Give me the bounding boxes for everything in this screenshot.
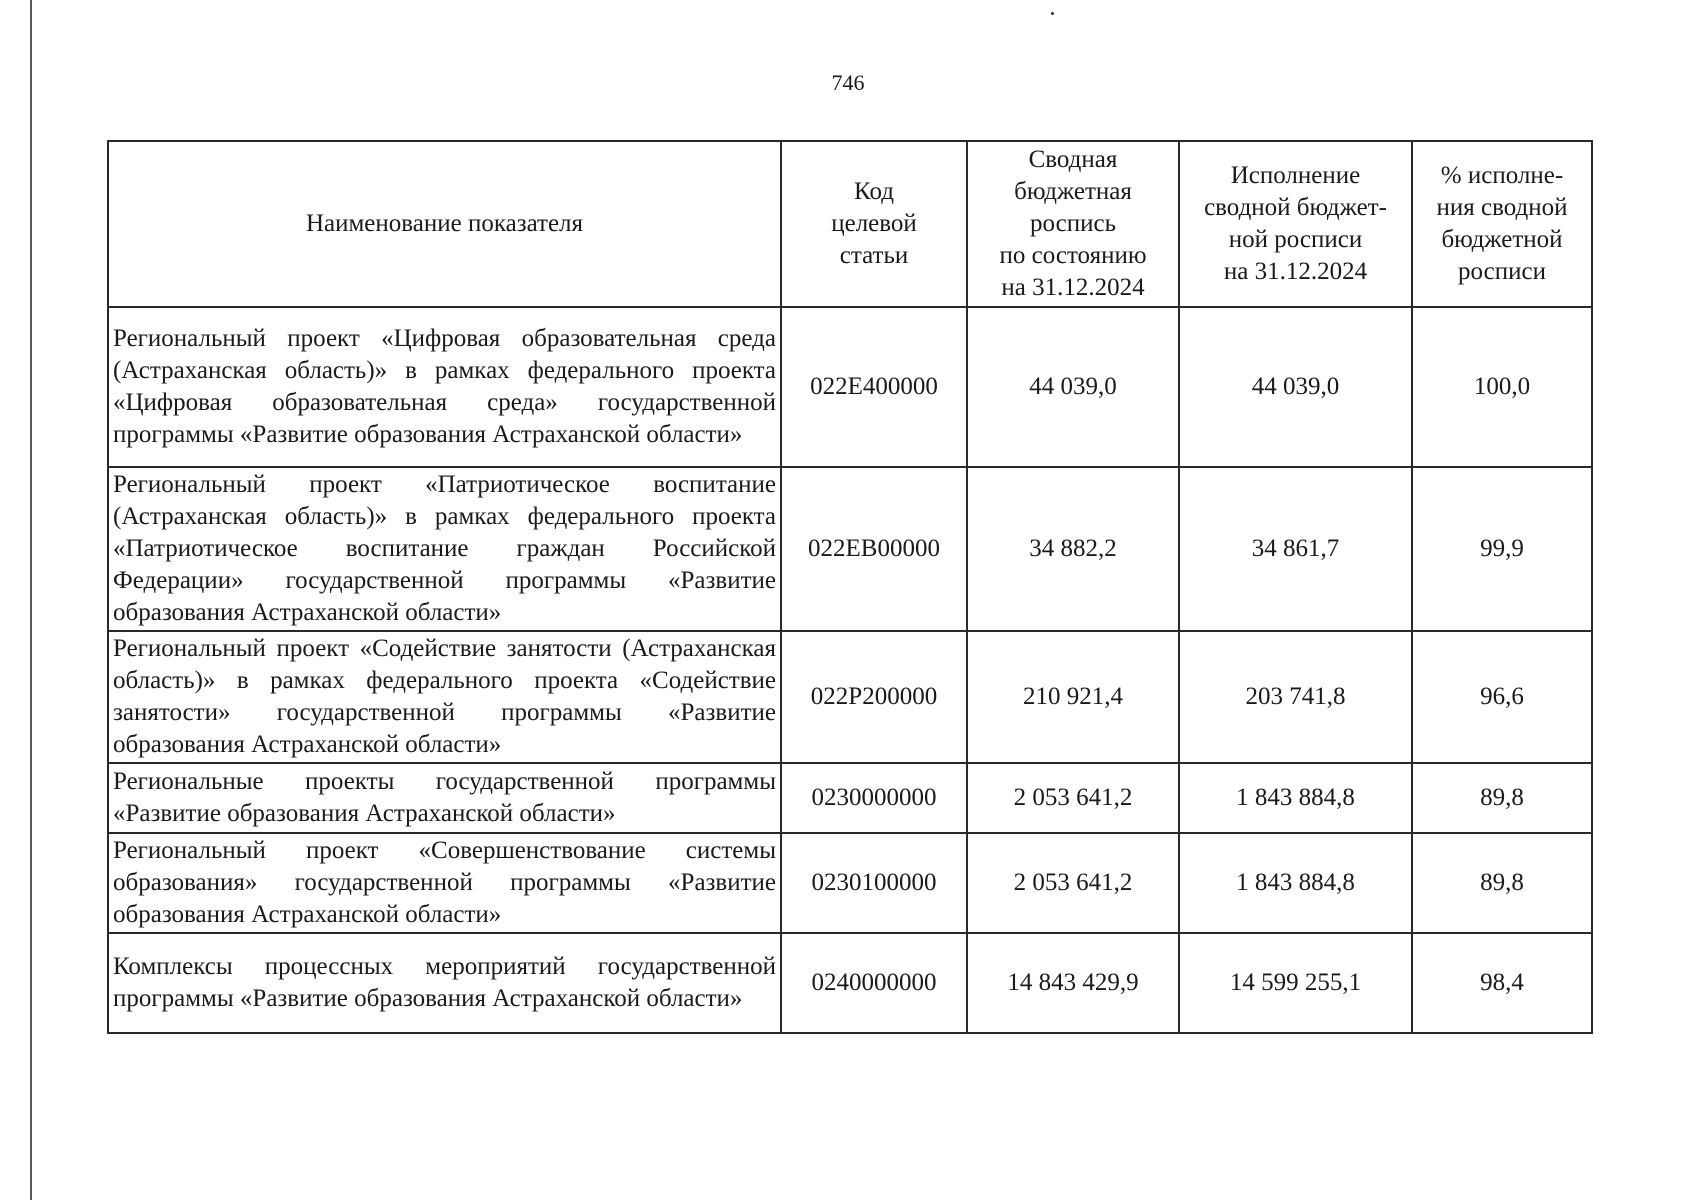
scan-edge-line — [30, 0, 32, 1200]
target-code-cell: 0240000000 — [781, 933, 967, 1033]
execution-percent-cell: 98,4 — [1412, 933, 1592, 1033]
budget-execution-cell: 1 843 884,8 — [1179, 763, 1412, 833]
header-execution-percent — [1412, 141, 1592, 307]
table-row — [108, 833, 1592, 933]
header-indicator-name: Наименование показателя — [108, 141, 781, 307]
header-line: на 31.12.2024 — [1223, 258, 1368, 285]
budget-plan-cell: 2 053 641,2 — [967, 833, 1179, 933]
header-budget-execution — [1179, 141, 1412, 307]
header-line: целевой — [831, 210, 917, 237]
header-line: бюджетная — [1014, 178, 1132, 205]
target-code-cell: 022P200000 — [781, 631, 967, 763]
budget-execution-cell: 14 599 255,1 — [1179, 933, 1412, 1033]
table-row — [108, 763, 1592, 833]
indicator-name-cell: Региональный проект «Содействие занятости (Астраханская область)» в рамках федерального проекта «Содействие занятости» государственной программы «Развитие образования Астраханской области» — [108, 631, 781, 763]
table-row — [108, 307, 1592, 467]
target-code-cell: 0230100000 — [781, 833, 967, 933]
budget-execution-cell: 203 741,8 — [1179, 631, 1412, 763]
table-row — [108, 467, 1592, 631]
header-line: по состоянию — [999, 242, 1147, 269]
header-line: % исполне- — [1440, 162, 1564, 189]
indicator-name-cell: Комплексы процессных мероприятий государственной программы «Развитие образования Астраханской области» — [108, 933, 781, 1033]
budget-plan-cell: 44 039,0 — [967, 307, 1179, 467]
budget-plan-cell: 2 053 641,2 — [967, 763, 1179, 833]
header-line: ной росписи — [1228, 226, 1363, 253]
table-row — [108, 933, 1592, 1033]
indicator-name-cell: Региональный проект «Цифровая образовательная среда (Астраханская область)» в рамках федерального проекта «Цифровая образовательная среда» государственной программы «Развитие образования Астраханской области» — [108, 307, 781, 467]
budget-plan-cell: 210 921,4 — [967, 631, 1179, 763]
target-code-cell: 0230000000 — [781, 763, 967, 833]
header-budget-plan — [967, 141, 1179, 307]
table-row — [108, 631, 1592, 763]
indicator-name-cell: Региональный проект «Патриотическое воспитание (Астраханская область)» в рамках федерального проекта «Патриотическое воспитание граждан Российской Федерации» государственной программы «Развитие образования Астраханской области» — [108, 467, 781, 631]
indicator-name-cell: Региональный проект «Совершенствование системы образования» государственной программы «Развитие образования Астраханской области» — [108, 833, 781, 933]
target-code-cell: 022E400000 — [781, 307, 967, 467]
header-line: Сводная — [1028, 146, 1118, 173]
budget-execution-table — [107, 140, 1593, 1034]
header-line: роспись — [1030, 210, 1116, 237]
budget-plan-cell: 34 882,2 — [967, 467, 1179, 631]
header-line: на 31.12.2024 — [1001, 274, 1145, 301]
header-target-code — [781, 141, 967, 307]
execution-percent-cell: 89,8 — [1412, 833, 1592, 933]
indicator-name-cell: Региональные проекты государственной программы «Развитие образования Астраханской области» — [108, 763, 781, 833]
budget-plan-cell: 14 843 429,9 — [967, 933, 1179, 1033]
header-line: ния сводной — [1436, 194, 1568, 221]
table-header-row — [108, 141, 1592, 307]
header-line: статьи — [839, 242, 909, 269]
page-number: 746 — [831, 70, 865, 95]
execution-percent-cell: 89,8 — [1412, 763, 1592, 833]
execution-percent-cell: 96,6 — [1412, 631, 1592, 763]
execution-percent-cell: 100,0 — [1412, 307, 1592, 467]
header-line: Исполнение — [1230, 162, 1361, 189]
header-line: сводной бюджет- — [1204, 194, 1387, 221]
budget-execution-cell: 34 861,7 — [1179, 467, 1412, 631]
header-line: Код — [854, 178, 894, 205]
header-line: росписи — [1458, 258, 1546, 285]
target-code-cell: 022EB00000 — [781, 467, 967, 631]
budget-execution-cell: 1 843 884,8 — [1179, 833, 1412, 933]
execution-percent-cell: 99,9 — [1412, 467, 1592, 631]
scan-speck — [1051, 12, 1054, 15]
header-line: бюджетной — [1441, 226, 1563, 253]
budget-execution-cell: 44 039,0 — [1179, 307, 1412, 467]
